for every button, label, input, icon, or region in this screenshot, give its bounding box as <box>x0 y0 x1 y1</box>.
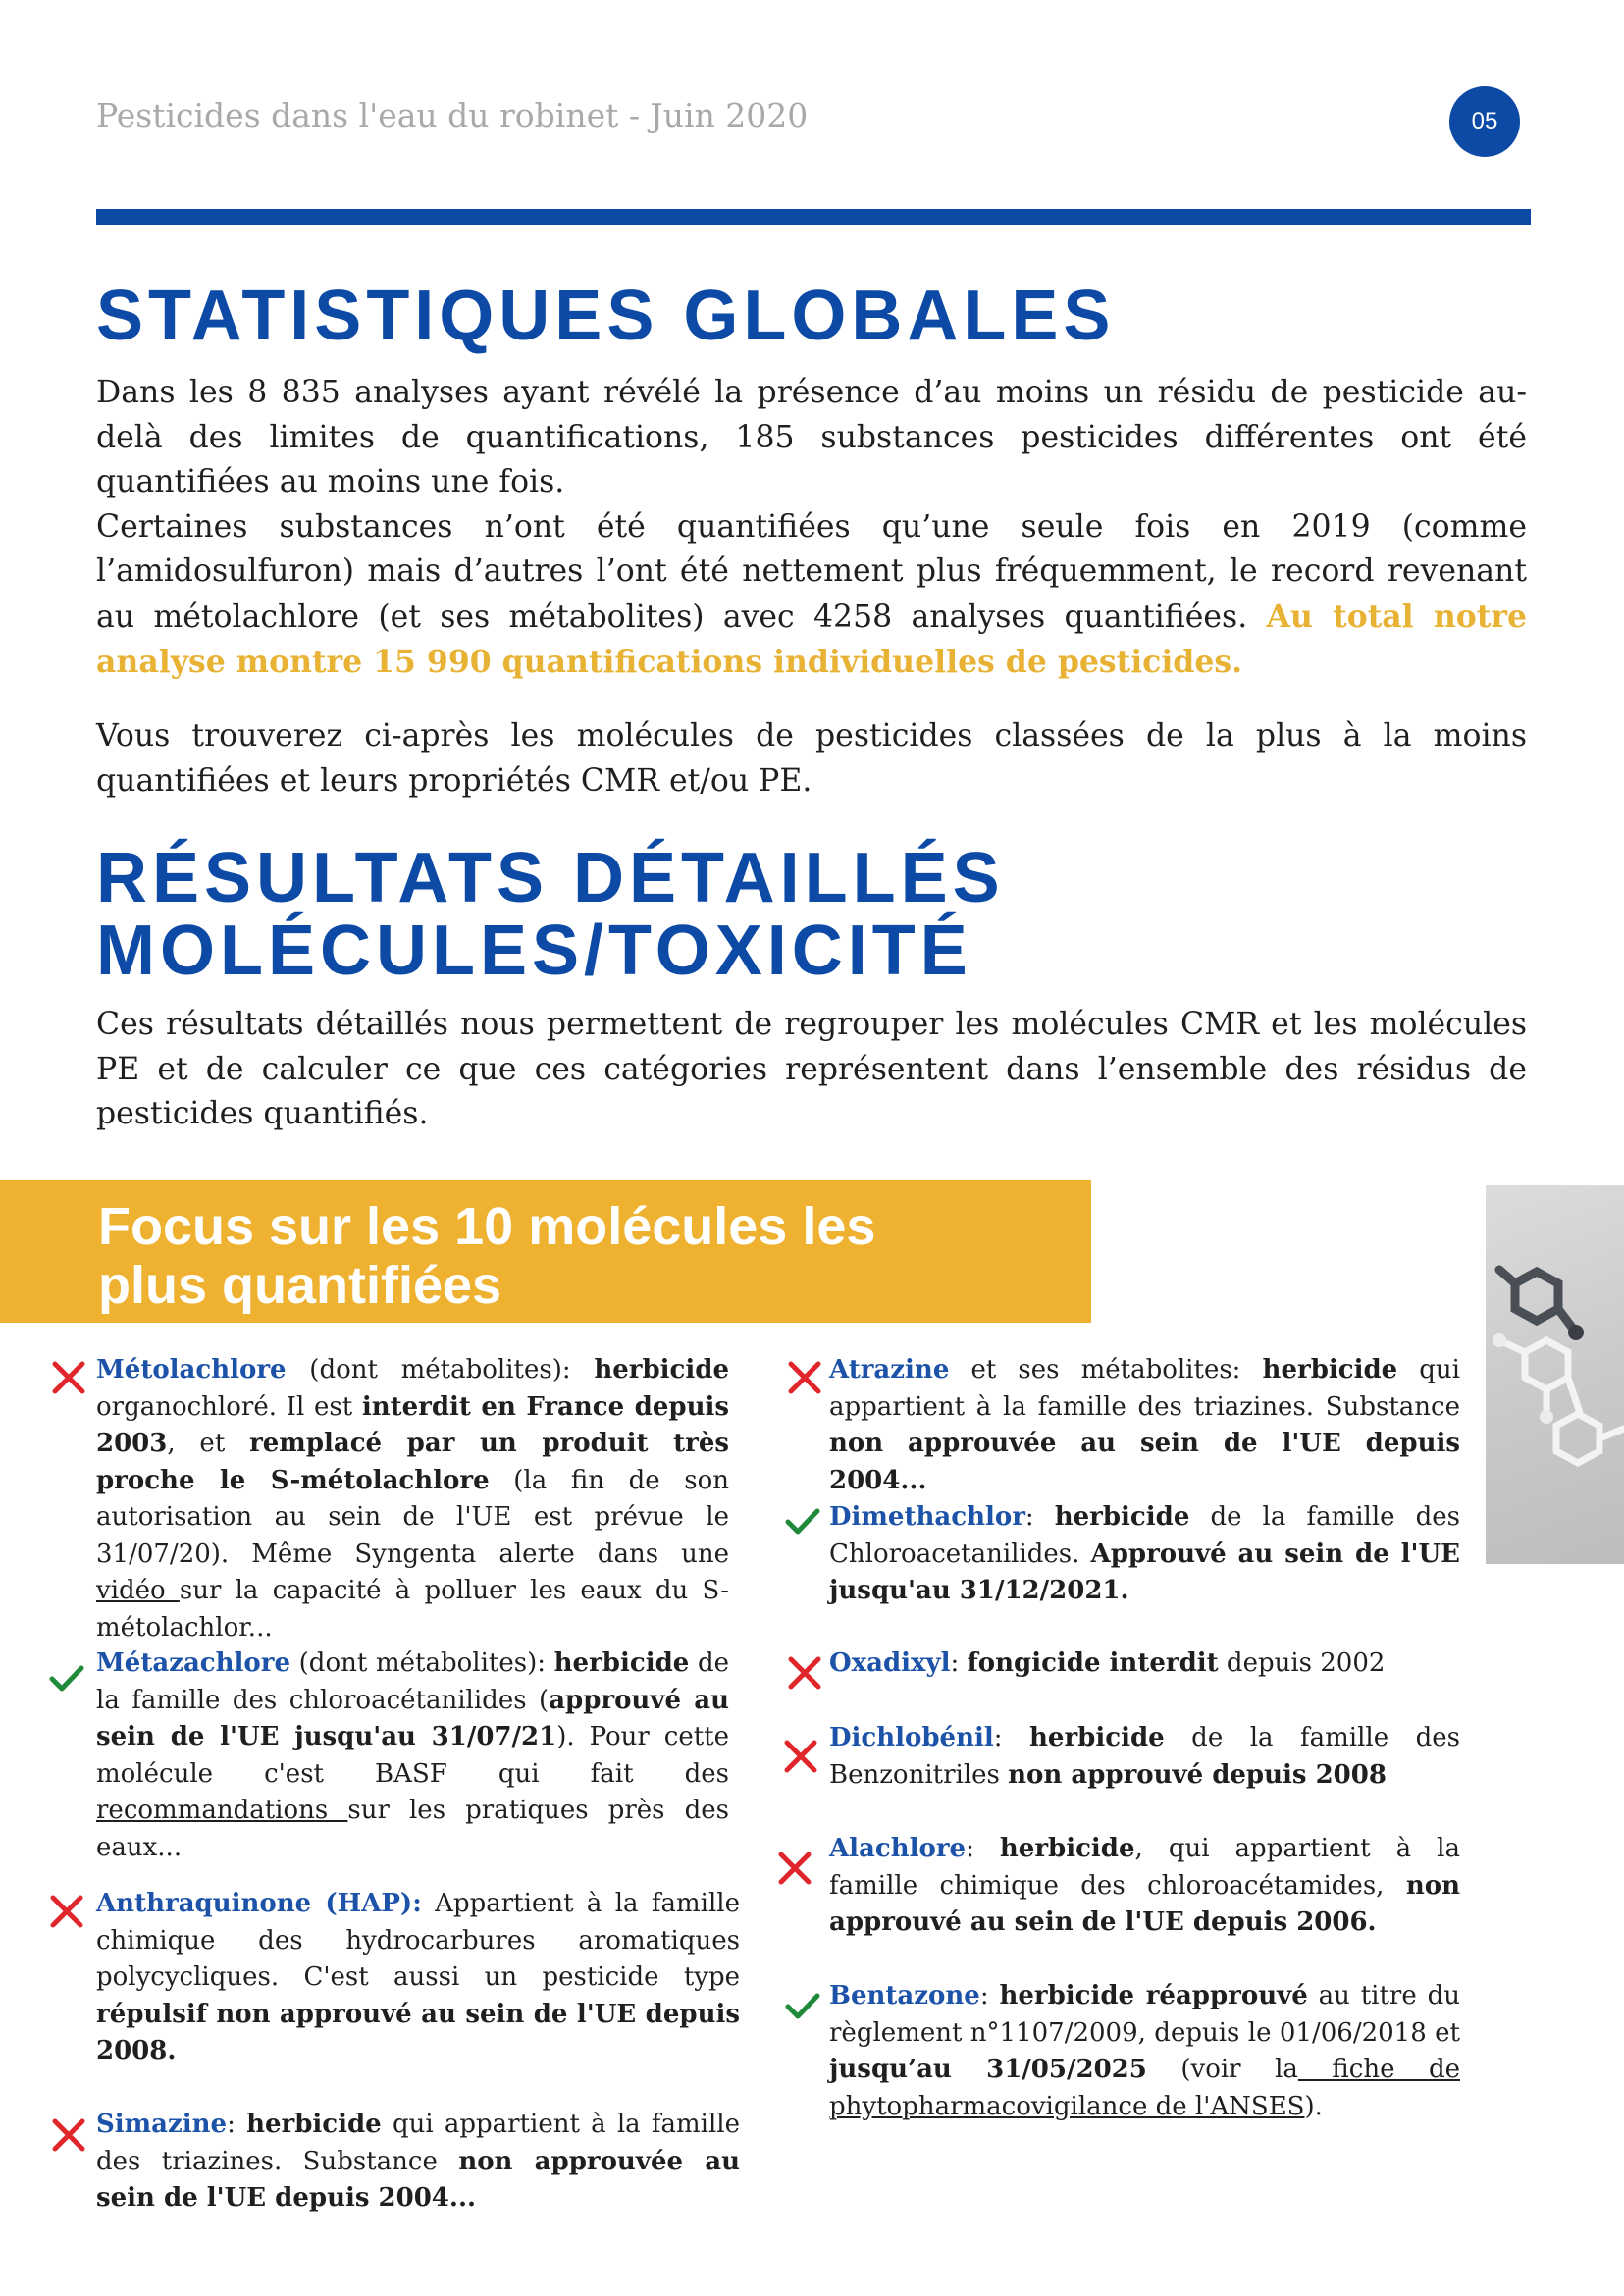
molecule-text: : <box>993 1723 1030 1752</box>
section-title-resultats <box>96 839 1005 990</box>
video-link[interactable]: vidéo <box>96 1576 180 1605</box>
molecule-name: Bentazone <box>829 1981 980 2010</box>
molecule-oxadixyl <box>829 1645 1460 1683</box>
molecule-text: : <box>979 1981 1000 2010</box>
cross-icon <box>49 1358 88 1397</box>
molecule-text: : <box>966 1834 1000 1863</box>
focus-title-line1: Focus sur les 10 molécules les <box>98 1197 876 1256</box>
molecule-status: approuvé au sein de l'UE jusqu'au 31/07/21 <box>96 1685 730 1751</box>
molecule-type: herbicide <box>594 1355 729 1384</box>
molecule-status: non approuvée au sein de l'UE depuis 2004... <box>96 2146 740 2213</box>
section-title-statistiques: STATISTIQUES GLOBALES <box>96 277 1116 355</box>
page-number-badge: 05 <box>1449 86 1520 157</box>
molecule-text: Appartient à la famille chimique des hydrocarbures aromatiques polycycliques. C'est aussi un pesticide type <box>96 1889 741 1992</box>
molecule-metolachlore <box>96 1352 729 1646</box>
molecule-text: ). <box>1304 2091 1323 2121</box>
molecule-status: jusqu’au 31/05/2025 <box>829 2055 1147 2084</box>
molecule-type: herbicide <box>1054 1502 1190 1532</box>
molecule-name: Métolachlore <box>96 1355 287 1384</box>
molecule-text: de la famille des Benzonitriles <box>829 1723 1460 1790</box>
molecule-type: herbicide <box>999 1834 1135 1863</box>
molecule-status: Approuvé au sein de l'UE jusqu'au 31/12/2021. <box>829 1539 1460 1605</box>
molecule-name: Métazachlore <box>96 1648 290 1678</box>
molecule-text: : <box>227 2110 247 2139</box>
section-title-resultats-line2: MOLÉCULES/TOXICITÉ <box>96 912 972 990</box>
section-title-resultats-line1: RÉSULTATS DÉTAILLÉS <box>96 839 1005 917</box>
molecule-text: : <box>1024 1502 1055 1532</box>
paragraph-classement: Vous trouverez ci-après les molécules de pesticides classées de la plus à la moins quantifiées et leurs propriétés CMR et/ou PE. <box>96 718 1527 799</box>
molecule-type: herbicide <box>1262 1355 1398 1384</box>
check-icon <box>783 1501 822 1540</box>
molecule-text: (dont métabolites): <box>286 1355 595 1384</box>
molecule-text: organochloré. Il est <box>96 1391 362 1422</box>
molecule-text: depuis 2002 <box>1218 1648 1386 1678</box>
molecule-name: Dimethachlor <box>829 1502 1025 1532</box>
anses-fiche-link[interactable]: fiche de phytopharmacovigilance de l'ANSES <box>829 2055 1460 2121</box>
running-title: Pesticides dans l'eau du robinet - Juin 2020 <box>96 96 809 134</box>
molecule-anthraquinone <box>96 1886 740 2070</box>
molecule-text: et ses métabolites: <box>949 1355 1263 1384</box>
molecule-text: qui appartient à la famille des triazines. Substance <box>96 2110 740 2176</box>
cross-icon <box>781 1737 820 1776</box>
molecule-type: herbicide <box>1029 1723 1165 1752</box>
molecule-name: Oxadixyl <box>829 1648 951 1678</box>
molecule-status: interdit en France depuis 2003 <box>96 1391 729 1458</box>
cross-icon <box>785 1358 824 1397</box>
molecule-status: répulsif non approuvé au sein de l'UE depuis 2008. <box>96 1999 740 2065</box>
molecule-text: au titre du règlement n°1107/2009, depuis le 01/06/2018 et <box>829 1981 1460 2048</box>
molecule-name: Alachlore <box>829 1834 967 1863</box>
focus-title-line2: plus quantifiées <box>98 1256 502 1315</box>
paragraph-analyses: Dans les 8 835 analyses ayant révélé la présence d’au moins un résidu de pesticide au-delà des limites de quantifications, 185 substances pesticides différentes ont été quantifiées au moins une fois. <box>96 375 1527 499</box>
molecule-text: , et <box>167 1429 250 1458</box>
molecule-text: (voir la <box>1146 2055 1298 2084</box>
paragraph-substances-text: Certaines substances n’ont été quantifiées qu’une seule fois en 2019 (comme l’amidosulfuron) mais d’autres l’ont été nettement plus fréquemment, le record revenant au métolachlore (et ses métabolites) avec 4258 analyses quantifiées. <box>96 508 1527 635</box>
paragraph-intro <box>96 371 1527 686</box>
molecule-simazine <box>96 2107 740 2218</box>
molecule-type: herbicide <box>553 1648 690 1678</box>
molecule-text: (dont métabolites): <box>289 1648 554 1678</box>
molecule-name: Simazine <box>96 2110 228 2139</box>
molecule-status: fongicide interdit <box>967 1648 1219 1678</box>
molecule-text: sur la capacité à polluer les eaux du S-métolachlor... <box>96 1576 729 1643</box>
molecule-type: herbicide réapprouvé <box>999 1981 1308 2010</box>
molecule-alachlore <box>829 1831 1460 1942</box>
molecule-name: Atrazine <box>829 1355 950 1384</box>
molecule-text: de la famille des Chloroacetanilides. <box>829 1502 1461 1569</box>
molecule-name: Dichlobénil <box>829 1723 994 1752</box>
molecule-model-image <box>1486 1185 1624 1564</box>
highlight-total-quantifications: Au total notre analyse montre 15 990 quantifications individuelles de pesticides. <box>96 598 1528 680</box>
cross-icon <box>775 1849 814 1888</box>
molecule-name: Anthraquinone (HAP): <box>96 1889 422 1918</box>
cross-icon <box>49 2115 88 2155</box>
molecule-text: ). Pour cette molécule c'est BASF qui fait des <box>96 1722 730 1789</box>
check-icon <box>783 1986 822 2025</box>
molecule-text: qui appartient à la famille des triazines. Substance <box>829 1355 1460 1422</box>
molecule-metazachlore <box>96 1645 729 1866</box>
cross-icon <box>785 1653 824 1693</box>
molecule-replacement: remplacé par un produit très proche le S-métolachlore <box>96 1429 729 1495</box>
molecule-type: herbicide <box>246 2110 382 2139</box>
focus-title <box>98 1197 1079 1315</box>
molecule-atrazine <box>829 1352 1460 1499</box>
molecule-text: sur les pratiques près des eaux... <box>96 1796 730 1862</box>
molecule-text: : <box>950 1648 968 1678</box>
header-rule <box>96 209 1531 225</box>
molecule-text: , qui appartient à la famille chimique des chloroacétamides, <box>829 1834 1460 1901</box>
molecule-bentazone <box>829 1978 1460 2125</box>
molecule-text: de la famille des chloroacétanilides ( <box>96 1648 730 1715</box>
recommandations-link[interactable]: recommandations <box>96 1796 348 1825</box>
molecule-status: non approuvé depuis 2008 <box>1008 1759 1387 1790</box>
cross-icon <box>47 1892 86 1931</box>
check-icon <box>47 1658 86 1697</box>
molecule-status: non approuvé au sein de l'UE depuis 2006. <box>829 1870 1460 1937</box>
molecule-text: (la fin de son autorisation au sein de l'UE est prévue le 31/07/20). Même Syngenta alerte dans une <box>96 1465 729 1569</box>
paragraph-substances <box>96 505 1527 686</box>
paragraph-resultats: Ces résultats détaillés nous permettent de regrouper les molécules CMR et les molécules PE et de calculer ce que ces catégories représentent dans l’ensemble des résidus de pesticides quantifiés. <box>96 1007 1527 1131</box>
molecule-dimethachlor <box>829 1499 1460 1610</box>
molecule-dichlobenil <box>829 1720 1460 1794</box>
molecule-status: non approuvée au sein de l'UE depuis 2004... <box>829 1429 1460 1495</box>
